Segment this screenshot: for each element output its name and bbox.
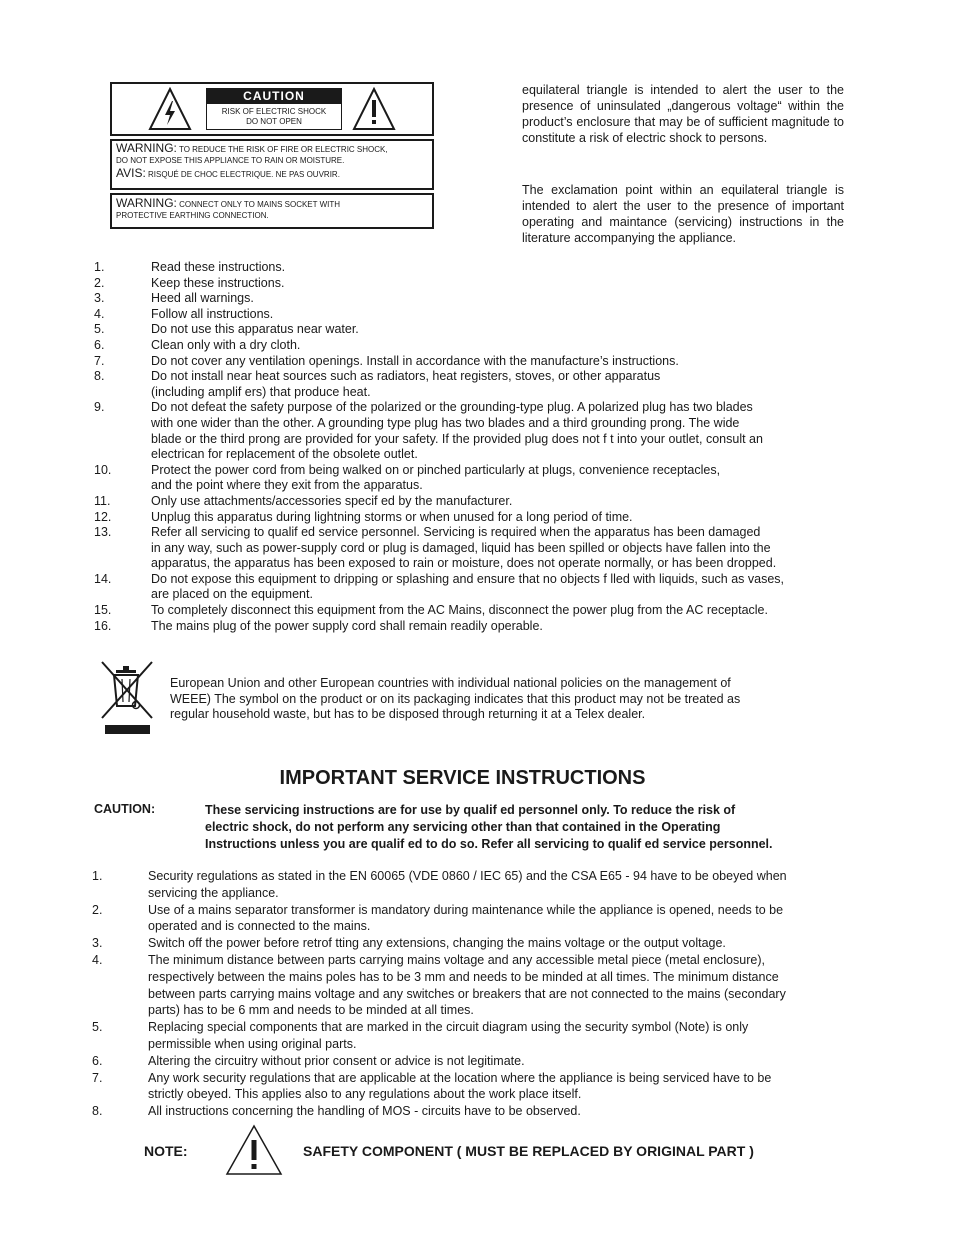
list-item-number: 16. xyxy=(94,618,112,633)
avis-word: AVIS: xyxy=(116,166,146,180)
exclamation-triangle-icon xyxy=(225,1124,283,1176)
list-item-text: Heed all warnings. xyxy=(151,291,254,306)
note-label: NOTE: xyxy=(144,1143,188,1159)
warning-line-1 xyxy=(112,143,432,155)
weee-crossed-bin-icon xyxy=(100,660,154,736)
list-item xyxy=(94,291,874,307)
warning-text-1: TO REDUCE THE RISK OF FIRE OR ELECTRIC SHOCK, xyxy=(178,145,388,154)
list-item xyxy=(92,935,876,952)
list-item xyxy=(94,572,874,603)
list-item-text: Any work security regulations that are applicable at the location where the appliance is being serviced have to be strictly obeyed. This applies also to any regulations about the work place itself. xyxy=(148,1070,772,1102)
list-item-text: The mains plug of the power supply cord shall remain readily operable. xyxy=(151,618,543,633)
list-item-number: 1. xyxy=(94,260,105,274)
list-item xyxy=(94,354,874,370)
list-item-text: Follow all instructions. xyxy=(151,306,274,321)
list-item xyxy=(92,868,876,902)
list-item-number: 8. xyxy=(92,1104,103,1119)
earthing-warning-box xyxy=(110,193,434,229)
list-item-number: 6. xyxy=(94,337,105,352)
lightning-warning-icon xyxy=(148,87,192,131)
list-item xyxy=(92,1070,876,1104)
list-item-text: Do not install near heat sources such as radiators, heat registers, stoves, or other apparatus (including amplif ers) that produce heat. xyxy=(151,369,661,399)
list-item xyxy=(94,400,874,462)
exclamation-explanation: The exclamation point within an equilateral triangle is intended to alert the user to the presence of important operating and maintance (servicing) instructions in the literature accompanying the appliance. xyxy=(522,183,844,245)
earthing-text-2: PROTECTIVE EARTHING CONNECTION. xyxy=(116,211,269,220)
list-item xyxy=(94,619,874,635)
list-item-text: Read these instructions. xyxy=(151,260,286,274)
list-item-number: 13. xyxy=(94,525,112,540)
list-item xyxy=(92,1053,876,1070)
list-item xyxy=(92,902,876,936)
list-item-number: 4. xyxy=(94,306,105,321)
warning-word: WARNING: xyxy=(116,141,177,155)
list-item xyxy=(94,603,874,619)
list-item-number: 11. xyxy=(94,493,111,508)
list-item-number: 8. xyxy=(94,369,105,384)
list-item-number: 7. xyxy=(92,1070,103,1085)
list-item-text: Do not use this apparatus near water. xyxy=(151,322,359,337)
service-caution-text: These servicing instructions are for use by qualif ed personnel only. To reduce the risk of electric shock, do not perform any servicing other than that contained in the Operating Instructions unless you are qualif ed to do so. Refer all servicing to qualif ed service personnel. xyxy=(205,803,773,851)
list-item-number: 9. xyxy=(94,400,105,415)
list-item-number: 5. xyxy=(94,322,105,337)
safety-instructions-list xyxy=(94,260,874,634)
list-item-text: Use of a mains separator transformer is mandatory during maintenance while the appliance is opened, needs to be operated and is connected to the mains. xyxy=(148,902,784,934)
caution-center-panel xyxy=(206,88,342,130)
list-item xyxy=(92,1103,876,1120)
list-item-number: 12. xyxy=(94,509,112,524)
earthing-line-1 xyxy=(112,198,432,210)
caution-subtext-2: DO NOT OPEN xyxy=(246,117,302,126)
earthing-text-1: CONNECT ONLY TO MAINS SOCKET WITH xyxy=(179,200,341,209)
list-item-number: 4. xyxy=(92,952,103,967)
note-safety-text: SAFETY COMPONENT ( MUST BE REPLACED BY ORIGINAL PART ) xyxy=(303,1143,754,1159)
warning-avis-box xyxy=(110,139,434,190)
list-item-text: Unplug this apparatus during lightning storms or when unused for a long period of time. xyxy=(151,509,633,524)
earthing-warning-word: WARNING: xyxy=(116,196,177,210)
list-item-number: 10. xyxy=(94,462,112,477)
list-item xyxy=(92,952,876,1019)
list-item xyxy=(94,338,874,354)
caution-label-box xyxy=(110,82,434,136)
list-item-number: 6. xyxy=(92,1053,103,1068)
list-item-text: Keep these instructions. xyxy=(151,275,285,290)
avis-line xyxy=(112,168,432,180)
list-item-number: 3. xyxy=(94,291,105,306)
list-item-text: Switch off the power before retrof tting any extensions, changing the mains voltage or the output voltage. xyxy=(148,936,726,951)
list-item xyxy=(94,276,874,292)
list-item-number: 2. xyxy=(94,275,105,290)
weee-notice: European Union and other European countries with individual national policies on the management of WEEE) The symbol on the product or on its packaging indicates that this product may not be treated as regular household waste, but has to be disposed through returning it at a Telex dealer. xyxy=(170,676,741,722)
list-item xyxy=(94,322,874,338)
service-caution-label: CAUTION: xyxy=(94,802,156,816)
list-item-number: 15. xyxy=(94,603,112,618)
avis-text: RISQUÉ DE CHOC ELECTRIQUE. NE PAS OUVRIR. xyxy=(148,170,340,179)
list-item-text: Refer all servicing to qualif ed service personnel. Servicing is required when the apparatus has been damaged in any way, such as power-supply cord or plug is damaged, liquid has been spilled or objects have fallen into the apparatus, the apparatus has been exposed to rain or moisture, does not operate normally, or has been dropped. xyxy=(151,525,777,571)
list-item-text: The minimum distance between parts carrying mains voltage and any accessible metal piece (metal enclosure), respectively between the mains poles has to be 3 mm and needs to be minded at all times. The minimum distance between parts carrying mains voltage and any switches or breakers that are not connected to the mains (secondary parts) has to be 6 mm and needs to be minded at all times. xyxy=(148,952,786,1018)
list-item-number: 2. xyxy=(92,902,103,917)
list-item-text: Security regulations as stated in the EN 60065 (VDE 0860 / IEC 65) and the CSA E65 - 94 have to be obeyed when servicing the appliance. xyxy=(148,869,787,900)
list-item-text: Do not cover any ventilation openings. Install in accordance with the manufacture’s instructions. xyxy=(151,353,679,368)
list-item xyxy=(94,463,874,494)
list-item-number: 7. xyxy=(94,353,105,368)
caution-heading: CAUTION xyxy=(207,89,341,104)
list-item-text: Protect the power cord from being walked on or pinched particularly at plugs, convenience receptacles, and the point where they exit from the apparatus. xyxy=(151,462,721,493)
list-item-text: Clean only with a dry cloth. xyxy=(151,337,301,352)
list-item xyxy=(92,1019,876,1053)
list-item xyxy=(94,510,874,526)
list-item-number: 3. xyxy=(92,936,103,951)
lightning-explanation: equilateral triangle is intended to alert the user to the presence of uninsulated „dangerous voltage“ within the product’s enclosure that may be of sufficient magnitude to constitute a risk of electric shock to persons. xyxy=(522,83,844,145)
service-instructions-list xyxy=(92,868,876,1120)
list-item xyxy=(94,494,874,510)
list-item xyxy=(94,307,874,323)
list-item-number: 5. xyxy=(92,1020,103,1035)
list-item-text: Do not expose this equipment to dripping or splashing and ensure that no objects f lled with liquids, such as vases, are placed on the equipment. xyxy=(151,571,785,602)
list-item xyxy=(94,369,874,400)
list-item-number: 14. xyxy=(94,571,112,586)
exclamation-warning-icon xyxy=(352,87,396,131)
list-item-text: Altering the circuitry without prior consent or advice is not legitimate. xyxy=(148,1053,525,1068)
warning-text-2: DO NOT EXPOSE THIS APPLIANCE TO RAIN OR MOISTURE. xyxy=(116,156,345,165)
service-instructions-title: IMPORTANT SERVICE INSTRUCTIONS xyxy=(279,767,646,789)
list-item-text: Replacing special components that are marked in the circuit diagram using the security symbol (Note) is only permissible when using original parts. xyxy=(148,1020,749,1051)
list-item xyxy=(94,525,874,572)
list-item-text: Do not defeat the safety purpose of the polarized or the grounding-type plug. A polarized plug has two blades with one wider than the other. A grounding type plug has two blades and a third grounding prong. The wide blade or the third prong are provided for your safety. If the provided plug does not f t into your outlet, consult an electrican for replacement of the obsolete outlet. xyxy=(151,400,763,462)
list-item-number: 1. xyxy=(92,869,103,883)
list-item-text: To completely disconnect this equipment from the AC Mains, disconnect the power plug from the AC receptacle. xyxy=(151,603,768,618)
list-item-text: Only use attachments/accessories specif ed by the manufacturer. xyxy=(151,493,513,508)
list-item xyxy=(94,260,874,276)
caution-subtext-1: RISK OF ELECTRIC SHOCK xyxy=(221,107,327,116)
list-item-text: All instructions concerning the handling of MOS - circuits have to be observed. xyxy=(148,1104,581,1119)
